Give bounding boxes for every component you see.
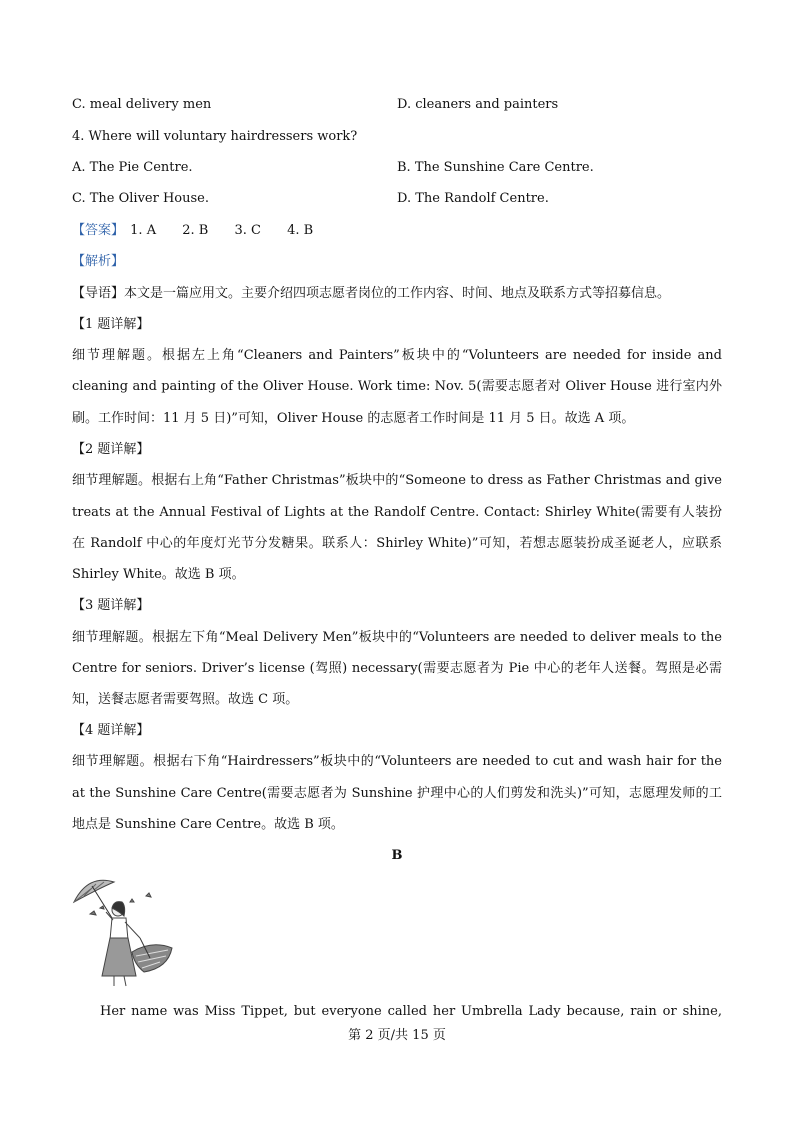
section-b-heading: B [391, 848, 403, 863]
passage-first-line: Her name was Miss Tippet, but everyone called her Umbrella Lady because, rain or shine, [100, 1004, 722, 1019]
detail-1-line: 刷。工作时间：11 月 5 日)”可知，Oliver House 的志愿者工作时间是 11 月 5 日。故选 A 项。 [72, 411, 635, 426]
q4-question: 4. Where will voluntary hairdressers work? [72, 129, 358, 144]
detail-1-line: 细节理解题。根据左上角“Cleaners and Painters”板块中的“Volunteers are needed for inside and [72, 348, 722, 363]
q4-option-a: A. The Pie Centre. [72, 160, 193, 175]
detail-3-heading: 【3 题详解】 [72, 598, 150, 613]
detail-1-line: cleaning and painting of the Oliver House. Work time: Nov. 5(需要志愿者对 Oliver House 进行室内外 [72, 379, 722, 394]
intro-text: 【导语】本文是一篇应用文。主要介绍四项志愿者岗位的工作内容、时间、地点及联系方式等招募信息。 [72, 286, 671, 301]
answer-line [72, 222, 722, 240]
detail-4-line: 细节理解题。根据右下角“Hairdressers”板块中的“Volunteers are needed to cut and wash hair for the [72, 754, 722, 769]
detail-4-heading: 【4 题详解】 [72, 723, 150, 738]
detail-3-line: Centre for seniors. Driver’s license (驾照) necessary(需要志愿者为 Pie 中心的老年人送餐。驾照是必需 [72, 661, 722, 676]
umbrella-lady-illustration [70, 872, 182, 990]
q4-option-d: D. The Randolf Centre. [397, 191, 549, 206]
detail-2-heading: 【2 题详解】 [72, 442, 150, 457]
detail-2-line: 在 Randolf 中心的年度灯光节分发糖果。联系人：Shirley White)”可知，若想志愿装扮成圣诞老人，应联系 [72, 536, 722, 551]
detail-3-line: 细节理解题。根据左下角“Meal Delivery Men”板块中的“Volunteers are needed to deliver meals to the [72, 630, 722, 645]
q4-option-c: C. The Oliver House. [72, 191, 210, 206]
detail-1-heading: 【1 题详解】 [72, 317, 150, 332]
page-footer: 第 2 页/共 15 页 [348, 1028, 446, 1043]
q3-option-c: C. meal delivery men [72, 97, 212, 112]
answer-item: 4. B [287, 223, 314, 238]
analysis-label: 【解析】 [72, 254, 125, 269]
q3-option-d: D. cleaners and painters [397, 97, 559, 112]
answer-item: 1. A [130, 223, 157, 238]
detail-4-line: 地点是 Sunshine Care Centre。故选 B 项。 [72, 817, 344, 832]
detail-2-line: Shirley White。故选 B 项。 [72, 567, 245, 582]
answer-item: 2. B [182, 223, 209, 238]
answer-label: 【答案】 [72, 223, 125, 238]
detail-2-line: 细节理解题。根据右上角“Father Christmas”板块中的“Someone to dress as Father Christmas and give [72, 473, 722, 488]
detail-2-line: treats at the Annual Festival of Lights at the Randolf Centre. Contact: Shirley White(需要有人装扮 [72, 505, 722, 520]
answer-item: 3. C [234, 223, 261, 238]
q4-option-b: B. The Sunshine Care Centre. [397, 160, 594, 175]
detail-4-line: at the Sunshine Care Centre(需要志愿者为 Sunshine 护理中心的人们剪发和洗头)”可知，志愿理发师的工 [72, 786, 722, 801]
detail-3-line: 知，送餐志愿者需要驾照。故选 C 项。 [72, 692, 299, 707]
